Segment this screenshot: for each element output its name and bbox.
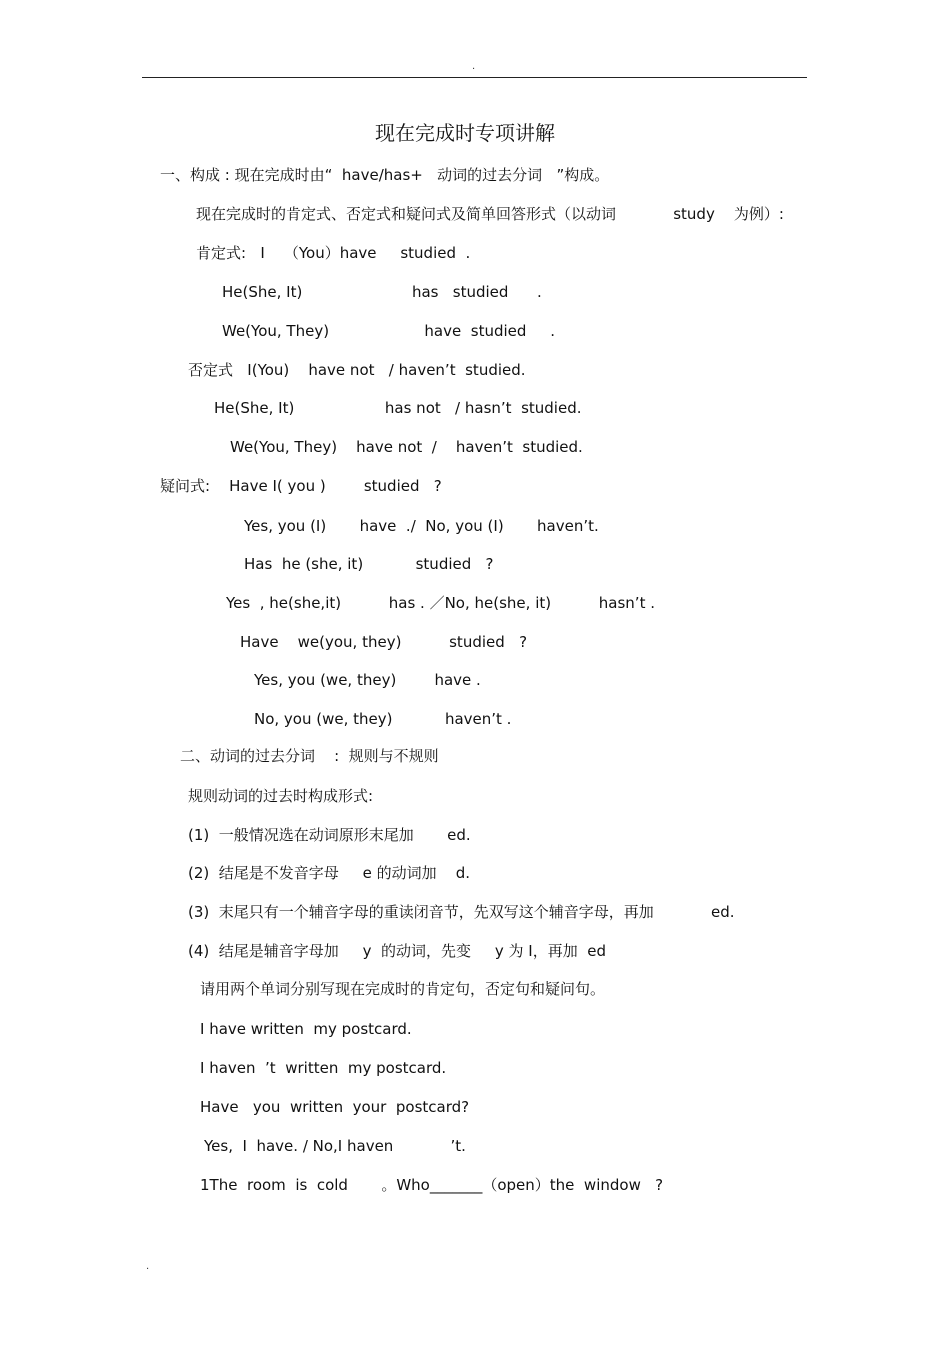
negative-line-1: 否定式 I(You) have not / haven’t studied. xyxy=(188,361,526,379)
header-dot: . xyxy=(472,61,476,72)
exercise-item-1: 1The room is cold 。Who_______（open）the window ? xyxy=(200,1176,664,1194)
example-affirmative: I have written my postcard. xyxy=(200,1020,412,1038)
example-negative: I haven ’t written my postcard. xyxy=(200,1059,447,1077)
footer-dot: . xyxy=(146,1261,150,1272)
page-title: 现在完成时专项讲解 xyxy=(375,121,555,145)
example-answer: Yes, I have. / No,I haven ’t. xyxy=(204,1137,466,1155)
intro-line: 现在完成时的肯定式、否定式和疑问式及简单回答形式（以动词 study 为例）: xyxy=(196,205,784,223)
rule-intro: 规则动词的过去时构成形式: xyxy=(188,787,374,805)
question-line-3: Have we(you, they) studied ? xyxy=(240,633,528,651)
rule-4: (4) 结尾是辅音字母加 y 的动词，先变 y 为 I，再加 ed xyxy=(188,942,607,960)
answer-line-2: Yes , he(she,it) has . ／No, he(she, it) hasn’t . xyxy=(226,594,655,612)
rule-2: (2) 结尾是不发音字母 e 的动词加 d. xyxy=(188,864,470,882)
question-line-1: 疑问式: Have I( you ) studied ? xyxy=(160,477,442,495)
answer-line-1: Yes, you (I) have ./ No, you (I) haven’t. xyxy=(244,517,599,535)
header-rule xyxy=(142,77,807,78)
section-2-heading: 二、动词的过去分词 : 规则与不规则 xyxy=(180,747,439,765)
rule-3: (3) 末尾只有一个辅音字母的重读闭音节，先双写这个辅音字母，再加 ed. xyxy=(188,903,735,921)
question-line-2: Has he (she, it) studied ? xyxy=(244,555,494,573)
negative-line-3: We(You, They) have not / haven’t studied. xyxy=(230,438,583,456)
affirmative-line-2: He(She, It) has studied . xyxy=(222,283,542,301)
exercise-instruction: 请用两个单词分别写现在完成时的肯定句，否定句和疑问句。 xyxy=(200,980,606,998)
answer-line-4: No, you (we, they) haven’t . xyxy=(254,710,512,728)
affirmative-line-1: 肯定式: I （You）have studied . xyxy=(196,244,471,262)
rule-1: (1) 一般情况选在动词原形末尾加 ed. xyxy=(188,826,471,844)
answer-line-3: Yes, you (we, they) have . xyxy=(254,671,481,689)
affirmative-line-3: We(You, They) have studied . xyxy=(222,322,556,340)
example-question: Have you written your postcard? xyxy=(200,1098,470,1116)
section-1-heading: 一、构成 : 现在完成时由“ have/has+ 动词的过去分词 ”构成。 xyxy=(160,166,610,184)
negative-line-2: He(She, It) has not / hasn’t studied. xyxy=(214,399,582,417)
